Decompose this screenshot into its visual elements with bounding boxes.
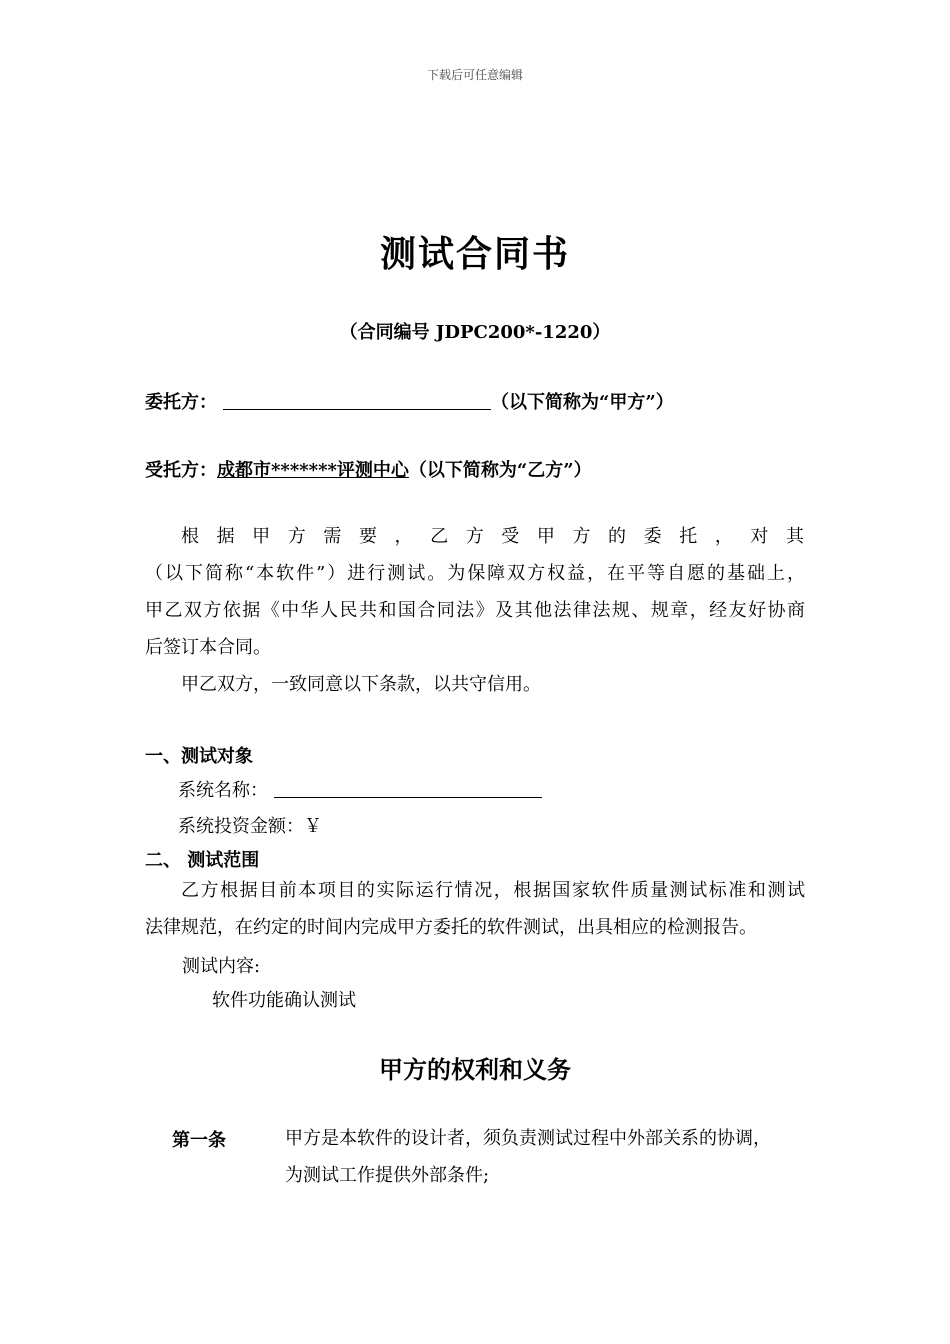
watermark: 下载后可任意编辑 bbox=[426, 68, 523, 82]
intro-line-2: （以下简称“本软件”）进行测试。为保障双方权益，在平等自愿的基础上， bbox=[145, 563, 805, 584]
system-name-line bbox=[178, 776, 542, 802]
investment-amount: 系统投资金额：￥ bbox=[178, 816, 322, 837]
client-label: 委托方： bbox=[145, 392, 217, 413]
test-content-item: 软件功能确认测试 bbox=[212, 990, 356, 1011]
section2-paragraph bbox=[145, 872, 805, 946]
article1-line-2: 为测试工作提供外部条件; bbox=[285, 1165, 490, 1186]
system-name-blank bbox=[274, 779, 542, 798]
article1-label: 第一条 bbox=[172, 1130, 226, 1151]
contractor-label: 受托方： bbox=[145, 460, 217, 481]
contract-number: （合同编号 JDPC200*-1220） bbox=[339, 322, 611, 343]
section1-heading: 一、测试对象 bbox=[145, 746, 253, 767]
section2-line-1: 乙方根据目前本项目的实际运行情况，根据国家软件质量测试标准和测试 bbox=[181, 880, 805, 901]
section2-line-2: 法律规范，在约定的时间内完成甲方委托的软件测试，出具相应的检测报告。 bbox=[145, 917, 757, 938]
contractor-party-line bbox=[145, 456, 592, 482]
article1-line-1: 甲方是本软件的设计者，须负责测试过程中外部关系的协调， bbox=[285, 1128, 771, 1149]
section2-heading: 二、 测试范围 bbox=[145, 850, 260, 871]
contractor-name: 成都市*******评测中心 bbox=[217, 460, 409, 481]
client-suffix: （以下简称为“甲方”） bbox=[491, 392, 674, 413]
contractor-suffix: （以下简称为“乙方”） bbox=[408, 460, 592, 481]
rights-heading: 甲方的权利和义务 bbox=[379, 1055, 571, 1084]
test-content-label: 测试内容: bbox=[182, 956, 261, 977]
intro-agree: 甲乙双方，一致同意以下条款，以共守信用。 bbox=[181, 674, 541, 695]
client-name-blank bbox=[223, 391, 491, 410]
intro-line-4: 后签订本合同。 bbox=[145, 637, 271, 658]
system-name-label: 系统名称： bbox=[178, 780, 268, 801]
intro-paragraph bbox=[145, 518, 805, 703]
article1-text bbox=[285, 1120, 815, 1194]
intro-line-3: 甲乙双方依据《中华人民共和国合同法》及其他法律法规、规章，经友好协商 bbox=[145, 600, 805, 621]
client-party-line bbox=[145, 388, 674, 414]
intro-line-1: 根据甲方需要，乙方受甲方的委托，对其 bbox=[181, 526, 805, 547]
document-title: 测试合同书 bbox=[379, 233, 570, 275]
